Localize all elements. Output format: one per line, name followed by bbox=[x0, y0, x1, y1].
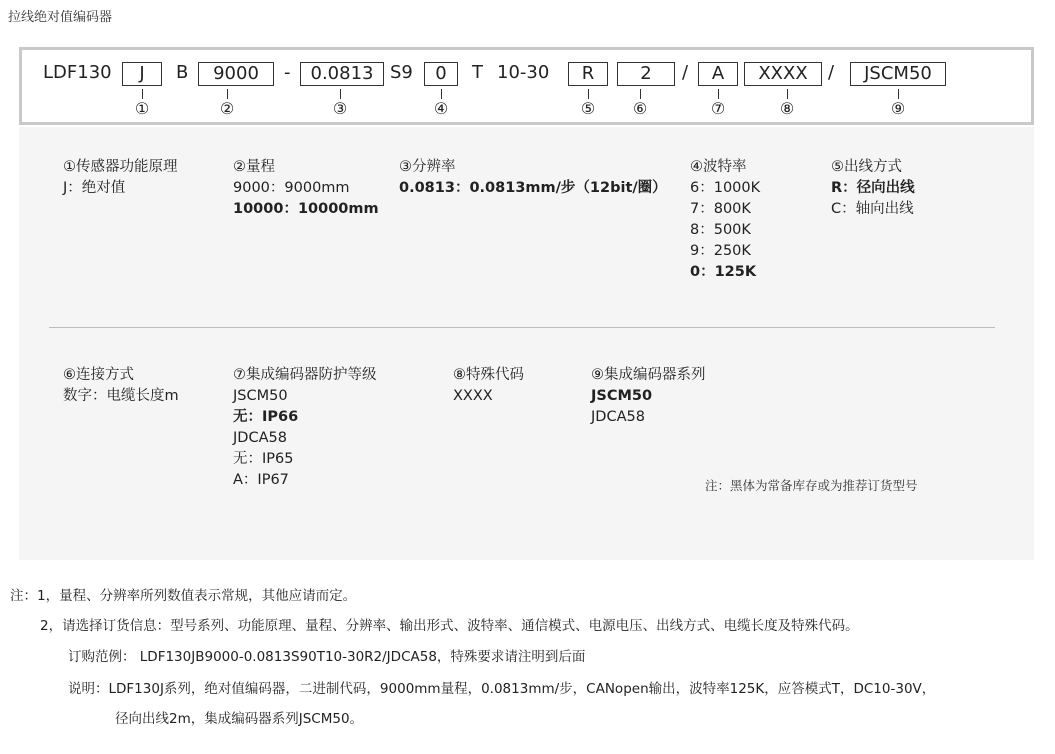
marker-1: ① bbox=[134, 99, 150, 118]
code-prefix: LDF130 bbox=[43, 62, 112, 83]
marker-tick bbox=[227, 89, 228, 99]
code-box-function: J bbox=[122, 62, 162, 86]
marker-6: ⑥ bbox=[632, 99, 648, 118]
spec-title: ⑨集成编码器系列 bbox=[591, 367, 706, 383]
spec-line-recommended: JSCM50 bbox=[591, 388, 653, 404]
marker-tick bbox=[898, 89, 899, 99]
code-box-resolution: 0.0813 bbox=[300, 62, 384, 86]
code-box-length: 2 bbox=[617, 62, 675, 86]
spec-connection bbox=[63, 365, 179, 407]
spec-line: 9000：9000mm bbox=[233, 180, 350, 196]
spec-title: ⑥连接方式 bbox=[63, 367, 134, 383]
spec-title: ⑤出线方式 bbox=[831, 159, 902, 175]
footnote-2: 2，请选择订货信息：型号系列、功能原理、量程、分辨率、输出形式、波特率、通信模式、电源电压、出线方式、电缆长度及特殊代码。 bbox=[40, 618, 859, 634]
spec-title: ④波特率 bbox=[690, 159, 747, 175]
marker-5: ⑤ bbox=[580, 99, 596, 118]
spec-resolution bbox=[399, 157, 667, 199]
spec-line: A：IP67 bbox=[233, 472, 289, 488]
spec-title: ③分辨率 bbox=[399, 159, 456, 175]
code-dash: - bbox=[284, 62, 291, 83]
code-box-range: 9000 bbox=[198, 62, 274, 86]
spec-line: 无：IP65 bbox=[233, 451, 294, 467]
description-line-2: 径向出线2m，集成编码器系列JSCM50。 bbox=[115, 711, 364, 727]
spec-line: J：绝对值 bbox=[63, 180, 126, 196]
spec-range bbox=[233, 157, 379, 220]
spec-line-recommended: 10000：10000mm bbox=[233, 201, 379, 217]
spec-line: 9：250K bbox=[690, 243, 751, 259]
spec-special bbox=[453, 365, 524, 407]
spec-series bbox=[591, 365, 706, 428]
stock-note: 注：黑体为常备库存或为推荐订货型号 bbox=[705, 478, 918, 493]
marker-2: ② bbox=[219, 99, 235, 118]
description-line-1: 说明：LDF130J系列，绝对值编码器，二进制代码，9000mm量程，0.0813mm/步，CANopen输出，波特率125K，应答模式T，DC10-30V， bbox=[68, 681, 936, 697]
spec-outlet bbox=[831, 157, 915, 220]
divider bbox=[49, 327, 995, 328]
spec-line: C：轴向出线 bbox=[831, 201, 914, 217]
spec-line-recommended: R：径向出线 bbox=[831, 180, 915, 196]
spec-panel bbox=[19, 127, 1034, 560]
spec-title: ①传感器功能原理 bbox=[63, 159, 178, 175]
marker-tick bbox=[718, 89, 719, 99]
spec-title: ⑧特殊代码 bbox=[453, 367, 524, 383]
spec-line: JDCA58 bbox=[591, 409, 645, 425]
ordering-code-box bbox=[19, 47, 1034, 125]
marker-9: ⑨ bbox=[890, 99, 906, 118]
marker-tick bbox=[340, 89, 341, 99]
code-t: T bbox=[472, 62, 483, 83]
spec-title: ②量程 bbox=[233, 159, 275, 175]
marker-tick bbox=[441, 89, 442, 99]
page-title: 拉线绝对值编码器 bbox=[8, 10, 113, 25]
spec-line: 数字：电缆长度m bbox=[63, 388, 179, 404]
code-slash-2: / bbox=[828, 62, 835, 83]
spec-title: ⑦集成编码器防护等级 bbox=[233, 367, 377, 383]
marker-tick bbox=[588, 89, 589, 99]
spec-line: 8：500K bbox=[690, 222, 751, 238]
code-slash-1: / bbox=[682, 62, 689, 83]
spec-line: JSCM50 bbox=[233, 388, 288, 404]
marker-tick bbox=[640, 89, 641, 99]
code-s9: S9 bbox=[390, 62, 413, 83]
marker-tick bbox=[142, 89, 143, 99]
footnote-1: 注：1，量程、分辨率所列数值表示常规，其他应请而定。 bbox=[10, 588, 357, 604]
spec-function bbox=[63, 157, 178, 199]
spec-line-recommended: 无：IP66 bbox=[233, 409, 299, 425]
spec-line: 6：1000K bbox=[690, 180, 761, 196]
spec-line-recommended: 0：125K bbox=[690, 264, 757, 280]
marker-4: ④ bbox=[433, 99, 449, 118]
spec-line: 7：800K bbox=[690, 201, 751, 217]
code-box-special: XXXX bbox=[744, 62, 822, 86]
marker-tick bbox=[787, 89, 788, 99]
marker-8: ⑧ bbox=[779, 99, 795, 118]
code-voltage: 10-30 bbox=[497, 62, 550, 83]
code-box-outlet: R bbox=[568, 62, 608, 86]
code-box-series: JSCM50 bbox=[850, 62, 946, 86]
marker-3: ③ bbox=[332, 99, 348, 118]
code-box-protection: A bbox=[698, 62, 738, 86]
order-example: 订购范例： LDF130JB9000-0.0813S90T10-30R2/JDCA58，特殊要求请注明到后面 bbox=[68, 649, 586, 665]
marker-7: ⑦ bbox=[710, 99, 726, 118]
spec-baud bbox=[690, 157, 760, 283]
code-b: B bbox=[176, 62, 189, 83]
spec-protection bbox=[233, 365, 377, 491]
code-box-baud: 0 bbox=[424, 62, 458, 86]
spec-line: XXXX bbox=[453, 388, 493, 404]
spec-line-recommended: 0.0813：0.0813mm/步（12bit/圈） bbox=[399, 180, 667, 196]
spec-line: JDCA58 bbox=[233, 430, 287, 446]
